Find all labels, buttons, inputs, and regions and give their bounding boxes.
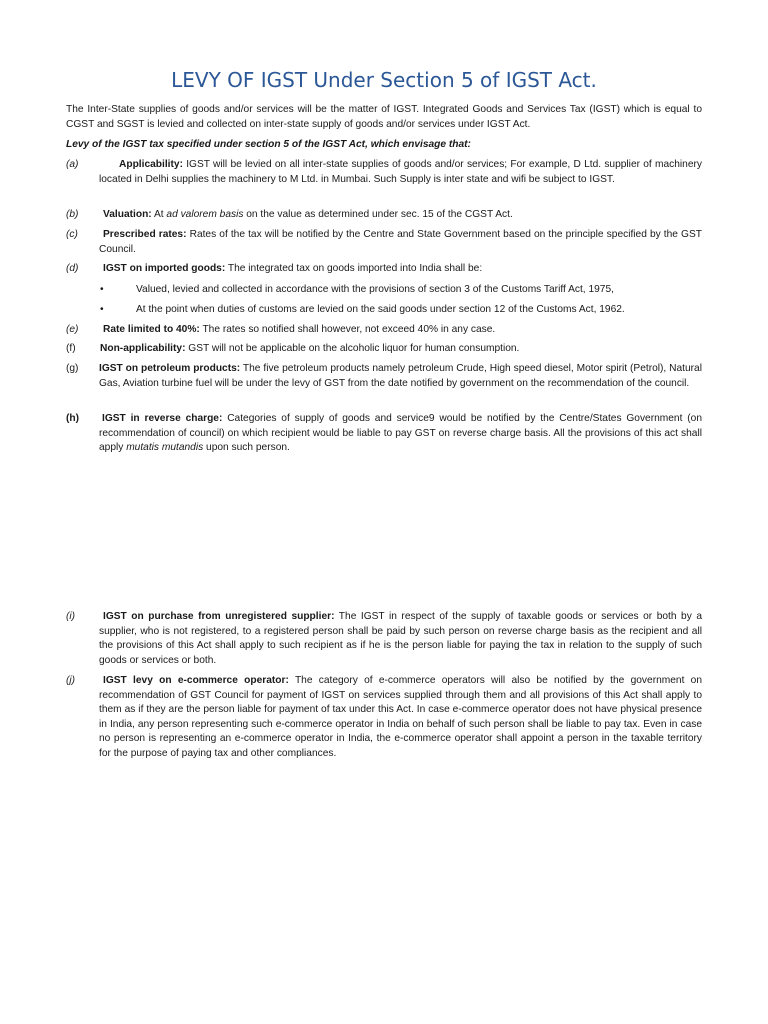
clause-lead: IGST on imported goods: xyxy=(103,263,226,274)
clause-lead: IGST on purchase from unregistered supplier: xyxy=(103,611,335,622)
clause-lead: Prescribed rates: xyxy=(103,229,187,240)
clause-text: Categories of supply of goods and service9 would be notified by the Centre/States Government (on recommendation of council) on which recipient would be liable to pay GST on reverse charge basis. All the provisions of this act shall apply xyxy=(99,413,702,454)
clause-e xyxy=(66,323,702,338)
bullet-dot: • xyxy=(100,284,104,295)
clause-lead: Valuation: xyxy=(103,209,152,220)
bullet-item xyxy=(100,303,702,318)
clause-text: The five petroleum products namely petroleum Crude, High speed diesel, Motor spirit (Petrol), Natural Gas, Aviation turbine fuel will be under the levy of GST from the date notified by government on the recommendation of the council. xyxy=(99,363,702,389)
clause-text: on the value as determined under sec. 15 of the CGST Act. xyxy=(243,209,513,220)
clause-marker: (b) xyxy=(66,209,79,220)
clause-marker: (j) xyxy=(66,675,76,686)
clause-text: Rates of the tax will be notified by the Centre and State Government based on the principle specified by the GST Council. xyxy=(99,229,702,255)
subheading: Levy of the IGST tax specified under section 5 of the IGST Act, which envisage that: xyxy=(66,139,471,150)
clause-marker: (d) xyxy=(66,263,79,274)
clause-c xyxy=(66,228,702,257)
clause-text: At xyxy=(151,209,167,220)
clause-lead: IGST on petroleum products: xyxy=(99,363,241,374)
clause-text: IGST will be levied on all inter-state supplies of goods and/or services; For example, D Ltd. supplier of machinery located in Delhi supplies the machinery to M Ltd. in Mumbai. Such Supply is inter state and wifi be subject to IGST. xyxy=(99,159,702,185)
clause-text: upon such person. xyxy=(203,442,290,454)
clause-lead: IGST in reverse charge: xyxy=(102,413,223,424)
intro-paragraph: The Inter-State supplies of goods and/or services will be the matter of IGST. Integrated Goods and Services Tax (IGST) which is equal to CGST and SGST is levied and collected on inter-state supply of goods and/or services under IGST Act. xyxy=(66,104,702,130)
clause-marker: (i) xyxy=(66,611,76,622)
page-title: LEVY OF IGST Under Section 5 of IGST Act. xyxy=(171,68,597,92)
clause-i xyxy=(66,610,702,668)
clause-h xyxy=(66,412,702,456)
clause-marker: (c) xyxy=(66,229,78,240)
bullet-text: At the point when duties of customs are levied on the said goods under section 12 of the Customs Act, 1962. xyxy=(136,304,625,315)
bullet-dot: • xyxy=(100,304,104,315)
clause-j xyxy=(66,674,702,762)
clause-lead: IGST levy on e-commerce operator: xyxy=(103,675,289,686)
bullet-item xyxy=(100,283,702,298)
clause-g xyxy=(66,362,702,391)
clause-d xyxy=(66,262,702,277)
clause-lead: Applicability: xyxy=(119,159,183,170)
clause-lead: Non-applicability: xyxy=(100,343,186,354)
clause-text: The rates so notified shall however, not exceed 40% in any case. xyxy=(199,324,496,335)
clause-marker: (f) xyxy=(66,343,76,354)
clause-text: The integrated tax on goods imported into India shall be: xyxy=(225,263,483,274)
clause-f xyxy=(66,342,702,357)
clause-lead: Rate limited to 40%: xyxy=(103,324,200,335)
clause-text: GST will not be applicable on the alcoholic liquor for human consumption. xyxy=(185,343,520,354)
clause-marker: (g) xyxy=(66,363,79,374)
clause-marker: (e) xyxy=(66,324,79,335)
clause-b xyxy=(66,208,702,223)
clause-text: The IGST in respect of the supply of taxable goods or services or both by a supplier, who is not registered, to a registered person shall be paid by such person on reverse charge basis as the recipient and all the provisions of this Act shall apply to such recipient as if he is the person liable for paying the tax in relation to the supply of such goods or services or both. xyxy=(99,611,702,666)
clause-italic: mutatis mutandis xyxy=(126,442,204,454)
clause-a xyxy=(66,158,702,187)
clause-text: The category of e-commerce operators will also be notified by the government on recommendation of GST Council for payment of IGST on services supplied through them and all provisions of this Act shall apply to them as if they are the person liable for payment of tax under this Act. In case e-commerce operator does not have physical presence in India, any person representing such e-commerce operator in India on behalf of such person shall be liable to pay tax. Even in case no person is representing an e-commerce operator in India, the e-commerce operator shall appoint a person in the taxable territory for the purpose of paying tax and other compliances. xyxy=(99,675,702,759)
clause-italic: ad valorem basis xyxy=(166,209,244,220)
bullet-text: Valued, levied and collected in accordance with the provisions of section 3 of the Customs Tariff Act, 1975, xyxy=(136,284,614,295)
clause-marker: (h) xyxy=(66,413,80,424)
clause-marker: (a) xyxy=(66,159,79,170)
